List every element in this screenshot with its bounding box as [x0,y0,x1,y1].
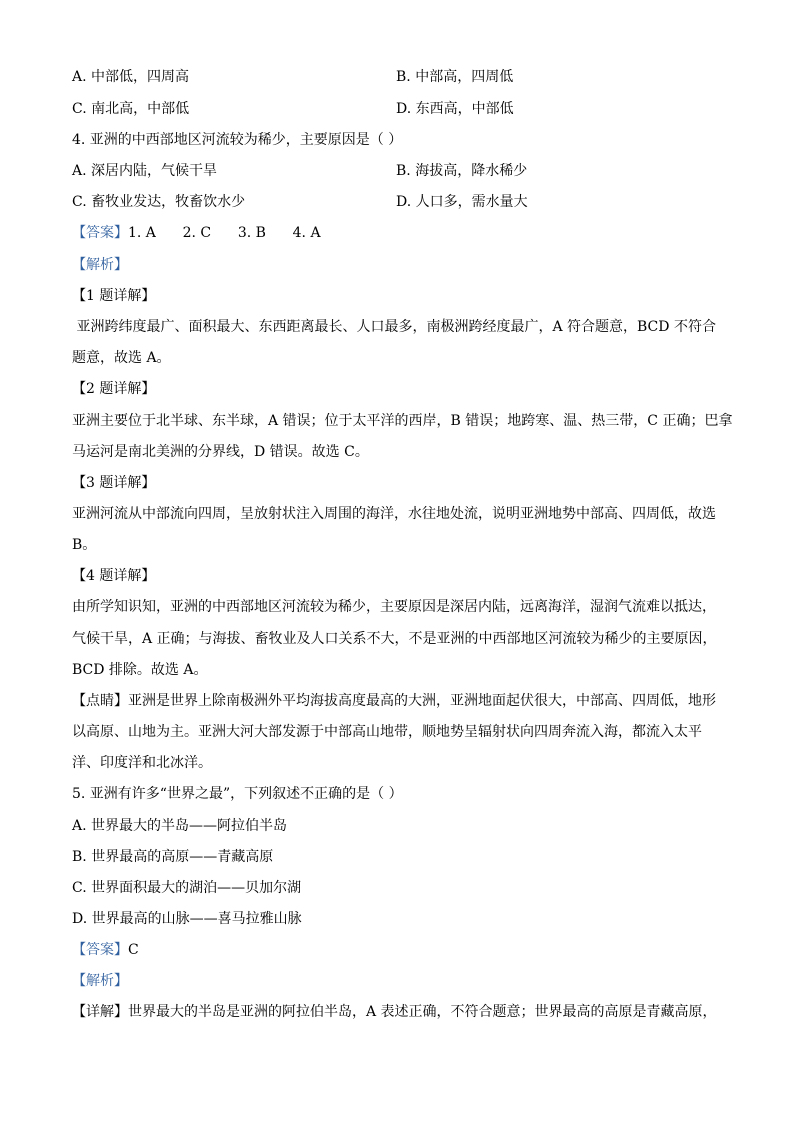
q5-analysis-line [72,972,128,990]
dianjing-line2: 以高原、山地为主。亚洲大河大部发源于中部高山地带，顺地势呈辐射状向四周奔流入海，都流入太平 [72,724,702,740]
detail1-line1: 亚洲跨纬度最广、面积最大、东西距离最长、人口最多，南极洲跨经度最广，A 符合题意，BCD 不符合 [72,319,716,335]
dianjing-text1: 亚洲是世界上除南极洲外平均海拔高度最高的大洲，亚洲地面起伏很大，中部高、四周低，地形 [128,693,716,709]
q5-analysis-tag: 【解析】 [72,973,128,989]
detail3-line2: B。 [72,537,97,553]
q3-option-a: A. 中部低，四周高 [72,69,190,85]
q4-option-a: A. 深居内陆，气候干旱 [72,163,218,179]
q4-option-c: C. 畜牧业发达，牧畜饮水少 [72,194,246,210]
detail4-line2: 气候干旱，A 正确；与海拔、畜牧业及人口关系不大，不是亚洲的中西部地区河流较为稀少的主要原因， [72,631,717,647]
q5-answer-value: C [128,942,139,958]
detail1-title: 【1 题详解】 [72,288,156,304]
dianjing-tag: 【点睛】 [72,693,128,709]
q5-detail-line [72,1003,717,1021]
q3-option-d: D. 东西高，中部低 [396,101,514,117]
q5-answer-line [72,941,139,959]
detail4-line1: 由所学知识知，亚洲的中西部地区河流较为稀少，主要原因是深居内陆，远离海洋，湿润气流难以抵达， [72,599,716,615]
q3-option-b: B. 中部高，四周低 [396,69,514,85]
detail2-title: 【2 题详解】 [72,381,156,397]
detail4-line3: BCD 排除。故选 A。 [72,662,208,678]
q4-option-d: D. 人口多，需水量大 [396,194,528,210]
q3-option-c: C. 南北高，中部低 [72,101,190,117]
detail3-line1: 亚洲河流从中部流向四周，呈放射状注入周围的海洋，水往地处流，说明亚洲地势中部高、四周低，故选 [72,506,716,522]
answer-values: 1. A 2. C 3. B 4. A [128,225,321,241]
answer-line [72,224,321,242]
q5-option-b: B. 世界最高的高原——青藏高原 [72,849,274,865]
detail4-title: 【4 题详解】 [72,568,156,584]
analysis-tag [72,256,128,274]
q5-option-d: D. 世界最高的山脉——喜马拉雅山脉 [72,911,302,927]
q4-stem: 4. 亚洲的中西部地区河流较为稀少，主要原因是（ ） [72,132,403,148]
dianjing-line3: 洋、印度洋和北冰洋。 [72,755,212,771]
q5-option-c: C. 世界面积最大的湖泊——贝加尔湖 [72,880,302,896]
detail1-line2: 题意，故选 A。 [72,350,171,366]
detail2-line1: 亚洲主要位于北半球、东半球，A 错误；位于太平洋的西岸，B 错误；地跨寒、温、热三带，C 正确；巴拿 [72,413,733,429]
q5-answer-tag: 【答案】 [72,942,128,958]
q4-option-b: B. 海拔高，降水稀少 [396,163,528,179]
detail2-line2: 马运河是南北美洲的分界线，D 错误。故选 C。 [72,444,369,460]
q5-option-a: A. 世界最大的半岛——阿拉伯半岛 [72,818,288,834]
q5-detail-text: 世界最大的半岛是亚洲的阿拉伯半岛，A 表述正确，不符合题意；世界最高的高原是青藏高原， [128,1004,717,1020]
analysis-label: 【解析】 [72,257,128,273]
q5-stem: 5. 亚洲有许多“世界之最”，下列叙述不正确的是（ ） [72,786,403,802]
detail3-title: 【3 题详解】 [72,475,156,491]
dianjing-line1 [72,692,716,710]
answer-tag: 【答案】 [72,225,128,241]
q5-detail-tag: 【详解】 [72,1004,128,1020]
